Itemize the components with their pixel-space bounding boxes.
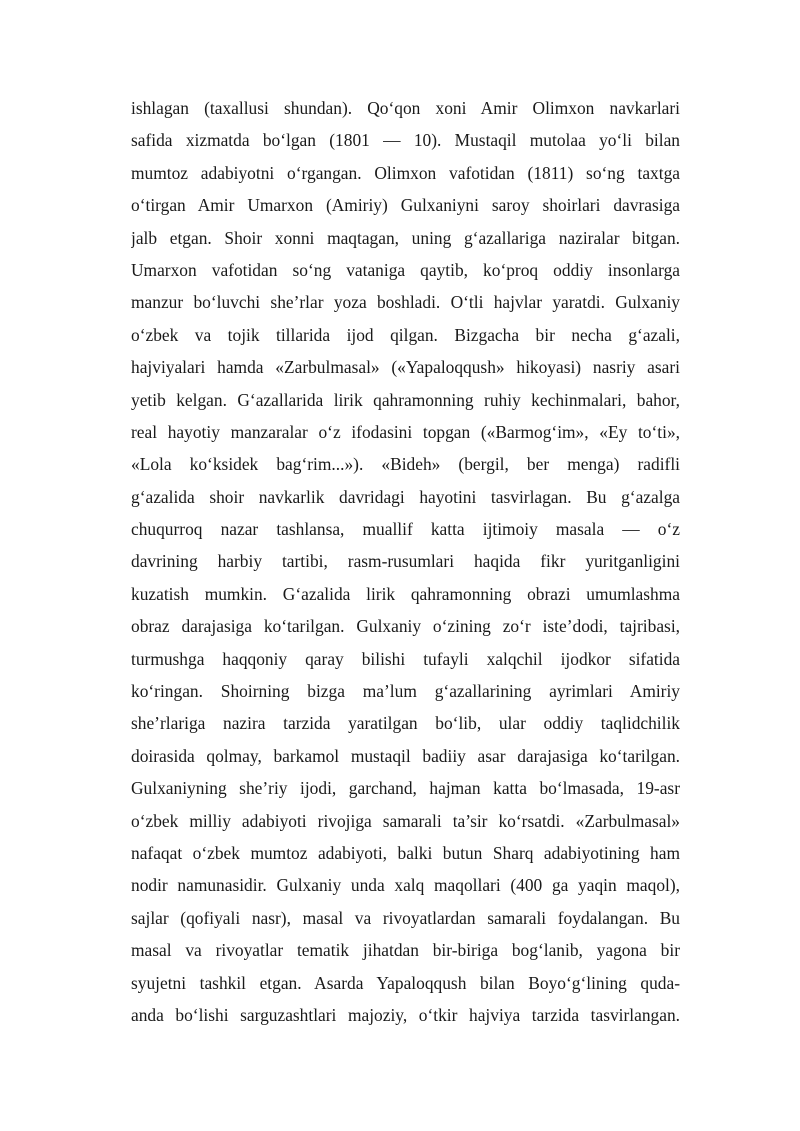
- text-line: she’rlariga nazira tarzida yaratilgan bo‘lib, ular oddiy taqlidchilik: [131, 713, 680, 734]
- text-line: obraz darajasiga ko‘tarilgan. Gulxaniy o‘zining zo‘r iste’dodi, tajribasi,: [131, 616, 680, 637]
- text-line: masal va rivoyatlar tematik jihatdan bir-biriga bog‘lanib, yagona bir: [131, 940, 680, 961]
- text-line: davrining harbiy tartibi, rasm-rusumlari haqida fikr yuritganligini: [131, 551, 680, 572]
- text-line: o‘zbek milliy adabiyoti rivojiga samarali ta’sir ko‘rsatdi. «Zarbulmasal»: [131, 810, 680, 831]
- text-line: jalb etgan. Shoir xonni maqtagan, uning g‘azallariga naziralar bitgan.: [131, 227, 680, 248]
- text-line: ishlagan (taxallusi shundan). Qo‘qon xoni Amir Olimxon navkarlari: [131, 98, 680, 118]
- body-text: [131, 92, 680, 1031]
- text-line: «Lola ko‘ksidek bag‘rim...»). «Bideh» (bergil, ber menga) radifli: [131, 454, 680, 475]
- text-line: kuzatish mumkin. G‘azalida lirik qahramonning obrazi umumlashma: [131, 583, 680, 604]
- text-line: mumtoz adabiyotni o‘rgangan. Olimxon vafotidan (1811) so‘ng taxtga: [131, 162, 680, 183]
- text-line: hajviyalari hamda «Zarbulmasal» («Yapaloqqush» hikoyasi) nasriy asari: [131, 357, 680, 378]
- text-line: chuqurroq nazar tashlansa, muallif katta ijtimoiy masala — o‘z: [131, 519, 680, 540]
- text-line: g‘azalida shoir navkarlik davridagi hayotini tasvirlagan. Bu g‘azalga: [131, 486, 680, 507]
- text-line: nafaqat o‘zbek mumtoz adabiyoti, balki butun Sharq adabiyotining ham: [131, 842, 680, 863]
- text-line: o‘zbek va tojik tillarida ijod qilgan. Bizgacha bir necha g‘azali,: [131, 324, 680, 345]
- text-line: yetib kelgan. G‘azallarida lirik qahramonning ruhiy kechinmalari, bahor,: [131, 389, 680, 410]
- text-line: ko‘ringan. Shoirning bizga ma’lum g‘azallarining ayrimlari Amiriy: [131, 681, 680, 702]
- text-line: manzur bo‘luvchi she’rlar yoza boshladi. O‘tli hajvlar yaratdi. Gulxaniy: [131, 292, 680, 313]
- text-line: Umarxon vafotidan so‘ng vataniga qaytib, ko‘proq oddiy insonlarga: [131, 259, 680, 280]
- text-line: anda bo‘lishi sarguzashtlari majoziy, o‘tkir hajviya tarzida tasvirlangan.: [131, 1004, 680, 1025]
- text-line: doirasida qolmay, barkamol mustaqil badiiy asar darajasiga ko‘tarilgan.: [131, 745, 680, 766]
- text-line: turmushga haqqoniy qaray bilishi tufayli xalqchil ijodkor sifatida: [131, 648, 680, 669]
- text-line: Gulxaniyning she’riy ijodi, garchand, hajman katta bo‘lmasada, 19-asr: [131, 778, 680, 799]
- text-line: sajlar (qofiyali nasr), masal va rivoyatlardan samarali foydalangan. Bu: [131, 907, 680, 928]
- text-line: real hayotiy manzaralar o‘z ifodasini topgan («Barmog‘im», «Ey to‘ti»,: [131, 421, 680, 442]
- text-line: o‘tirgan Amir Umarxon (Amiriy) Gulxaniyni saroy shoirlari davrasiga: [131, 195, 680, 216]
- text-line: safida xizmatda bo‘lgan (1801 — 10). Mustaqil mutolaa yo‘li bilan: [131, 130, 680, 151]
- text-line: syujetni tashkil etgan. Asarda Yapaloqqush bilan Boyo‘g‘lining quda-: [131, 972, 680, 993]
- text-line: nodir namunasidir. Gulxaniy unda xalq maqollari (400 ga yaqin maqol),: [131, 875, 680, 896]
